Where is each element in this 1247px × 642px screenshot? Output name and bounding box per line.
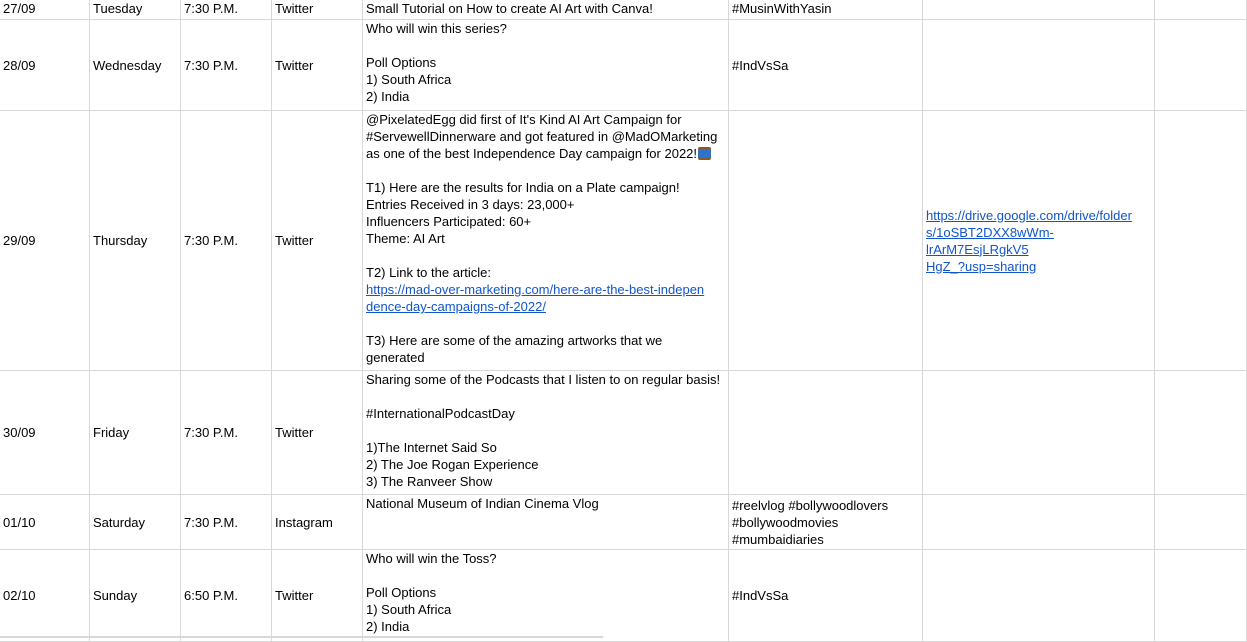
content-line: Poll Options bbox=[366, 585, 437, 600]
content-line: as one of the best Independence Day campaign for 2022! bbox=[366, 145, 725, 162]
cell-empty[interactable] bbox=[1155, 111, 1247, 371]
cell-time[interactable] bbox=[181, 0, 272, 20]
cell-content[interactable] bbox=[363, 111, 729, 371]
cell-platform[interactable] bbox=[272, 550, 363, 642]
cell-platform[interactable] bbox=[272, 371, 363, 495]
cell-drive-link[interactable] bbox=[923, 0, 1155, 20]
cell-hashtags[interactable] bbox=[729, 550, 923, 642]
content-line: #ServewellDinnerware and got featured in @MadOMarketing bbox=[366, 129, 718, 144]
content-line bbox=[366, 281, 725, 298]
content-line: Entries Received in 3 days: 23,000+ bbox=[366, 197, 575, 212]
time-text: 7:30 P.M. bbox=[184, 0, 238, 16]
cell-content[interactable] bbox=[363, 371, 729, 495]
cell-time[interactable] bbox=[181, 111, 272, 371]
content-line: 1)The Internet Said So bbox=[366, 440, 497, 455]
content-line: Theme: AI Art bbox=[366, 231, 445, 246]
link-line bbox=[926, 224, 1151, 258]
content-line: Sharing some of the Podcasts that I listen to on regular basis! bbox=[366, 372, 721, 387]
cell-time[interactable] bbox=[181, 20, 272, 111]
time-text: 7:30 P.M. bbox=[184, 233, 238, 248]
time-text: 7:30 P.M. bbox=[184, 425, 238, 440]
time-text: 7:30 P.M. bbox=[184, 57, 238, 73]
drive-folder-link[interactable]: HgZ_?usp=sharing bbox=[926, 258, 1037, 274]
cell-day[interactable] bbox=[90, 550, 181, 642]
drive-folder-link[interactable]: s/1oSBT2DXX8wWm-lrArM7EsjLRgkV5 bbox=[926, 224, 1054, 257]
spool-of-thread-icon bbox=[698, 147, 711, 160]
cell-drive-link[interactable] bbox=[923, 371, 1155, 495]
content-line bbox=[366, 37, 725, 54]
day-text: Friday bbox=[93, 425, 130, 440]
article-link[interactable]: dence-day-campaigns-of-2022/ bbox=[366, 299, 546, 314]
cell-time[interactable] bbox=[181, 371, 272, 495]
cell-hashtags[interactable] bbox=[729, 111, 923, 371]
cell-date[interactable] bbox=[0, 495, 90, 550]
cell-hashtags[interactable] bbox=[729, 495, 923, 550]
cell-drive-link[interactable] bbox=[923, 20, 1155, 111]
hashtag-line: #IndVsSa bbox=[732, 588, 789, 603]
cell-day[interactable] bbox=[90, 111, 181, 371]
cell-hashtags[interactable] bbox=[729, 20, 923, 111]
content-line: 3) The Ranveer Show bbox=[366, 474, 493, 489]
cell-content[interactable] bbox=[363, 0, 729, 20]
content-line: Small Tutorial on How to create AI Art with Canva! bbox=[366, 0, 653, 16]
content-line: National Museum of Indian Cinema Vlog bbox=[366, 496, 599, 511]
cell-empty[interactable] bbox=[1155, 371, 1247, 495]
cell-platform[interactable] bbox=[272, 495, 363, 550]
content-line: Who will win the Toss? bbox=[366, 551, 497, 566]
cell-platform[interactable] bbox=[272, 0, 363, 20]
hashtag-line: #bollywoodmovies bbox=[732, 514, 839, 530]
hashtag-line: #mumbaidiaries bbox=[732, 531, 824, 547]
date-text: 30/09 bbox=[3, 425, 36, 440]
content-line: 1) South Africa bbox=[366, 602, 452, 617]
date-text: 27/09 bbox=[3, 0, 36, 16]
day-text: Sunday bbox=[93, 588, 138, 603]
platform-text: Twitter bbox=[275, 588, 314, 603]
cell-empty[interactable] bbox=[1155, 550, 1247, 642]
content-line: @PixelatedEgg did first of It's Kind AI Art Campaign for bbox=[366, 112, 682, 127]
hashtag-line: #MusinWithYasin bbox=[732, 0, 832, 16]
hashtag-line: #reelvlog #bollywoodlovers bbox=[732, 497, 889, 513]
cell-day[interactable] bbox=[90, 20, 181, 111]
cell-date[interactable] bbox=[0, 20, 90, 111]
content-line: Who will win this series? bbox=[366, 21, 507, 36]
cell-date[interactable] bbox=[0, 550, 90, 642]
content-line bbox=[366, 315, 725, 332]
cell-day[interactable] bbox=[90, 495, 181, 550]
time-text: 7:30 P.M. bbox=[184, 514, 238, 530]
cell-empty[interactable] bbox=[1155, 20, 1247, 111]
time-text: 6:50 P.M. bbox=[184, 588, 238, 603]
cell-empty[interactable] bbox=[1155, 495, 1247, 550]
cell-empty[interactable] bbox=[1155, 0, 1247, 20]
article-link[interactable]: https://mad-over-marketing.com/here-are-the-best-indepen bbox=[366, 282, 705, 297]
cell-drive-link[interactable] bbox=[923, 550, 1155, 642]
content-line: T3) Here are some of the amazing artworks that we bbox=[366, 333, 663, 348]
drive-folder-link[interactable]: https://drive.google.com/drive/folder bbox=[926, 207, 1132, 223]
content-line bbox=[366, 388, 725, 405]
day-text: Tuesday bbox=[93, 0, 143, 16]
content-line bbox=[366, 162, 725, 179]
cell-day[interactable] bbox=[90, 371, 181, 495]
content-line bbox=[366, 422, 725, 439]
cell-platform[interactable] bbox=[272, 20, 363, 111]
link-line bbox=[926, 258, 1151, 275]
content-line: Poll Options bbox=[366, 55, 437, 70]
content-line bbox=[366, 247, 725, 264]
content-line: T2) Link to the article: bbox=[366, 265, 491, 280]
date-text: 02/10 bbox=[3, 588, 36, 603]
platform-text: Twitter bbox=[275, 425, 314, 440]
day-text: Wednesday bbox=[93, 57, 162, 73]
cell-drive-link[interactable] bbox=[923, 111, 1155, 371]
cell-content[interactable] bbox=[363, 495, 729, 550]
date-text: 29/09 bbox=[3, 233, 36, 248]
content-line: 2) The Joe Rogan Experience bbox=[366, 457, 539, 472]
cell-date[interactable] bbox=[0, 111, 90, 371]
content-line: 2) India bbox=[366, 619, 410, 634]
cell-date[interactable] bbox=[0, 371, 90, 495]
cell-hashtags[interactable] bbox=[729, 0, 923, 20]
date-text: 01/10 bbox=[3, 514, 36, 530]
content-line: #InternationalPodcastDay bbox=[366, 406, 515, 421]
cell-day[interactable] bbox=[90, 0, 181, 20]
content-line bbox=[366, 567, 725, 584]
content-line: T1) Here are the results for India on a Plate campaign! bbox=[366, 180, 680, 195]
content-line: 2) India bbox=[366, 89, 410, 104]
hashtag-line: #IndVsSa bbox=[732, 57, 789, 73]
cell-platform[interactable] bbox=[272, 111, 363, 371]
content-line: Influencers Participated: 60+ bbox=[366, 214, 532, 229]
content-line bbox=[366, 298, 725, 315]
content-line: generated bbox=[366, 350, 425, 365]
cell-date[interactable] bbox=[0, 0, 90, 20]
cell-time[interactable] bbox=[181, 550, 272, 642]
day-text: Thursday bbox=[93, 233, 148, 248]
platform-text: Twitter bbox=[275, 0, 314, 16]
cell-content[interactable] bbox=[363, 550, 729, 642]
day-text: Saturday bbox=[93, 514, 146, 530]
content-line: 1) South Africa bbox=[366, 72, 452, 87]
link-line bbox=[926, 207, 1151, 224]
cell-drive-link[interactable] bbox=[923, 495, 1155, 550]
platform-text: Twitter bbox=[275, 57, 314, 73]
date-text: 28/09 bbox=[3, 57, 36, 73]
platform-text: Instagram bbox=[275, 514, 333, 530]
platform-text: Twitter bbox=[275, 233, 314, 248]
cell-hashtags[interactable] bbox=[729, 371, 923, 495]
cell-content[interactable] bbox=[363, 20, 729, 111]
cell-time[interactable] bbox=[181, 495, 272, 550]
